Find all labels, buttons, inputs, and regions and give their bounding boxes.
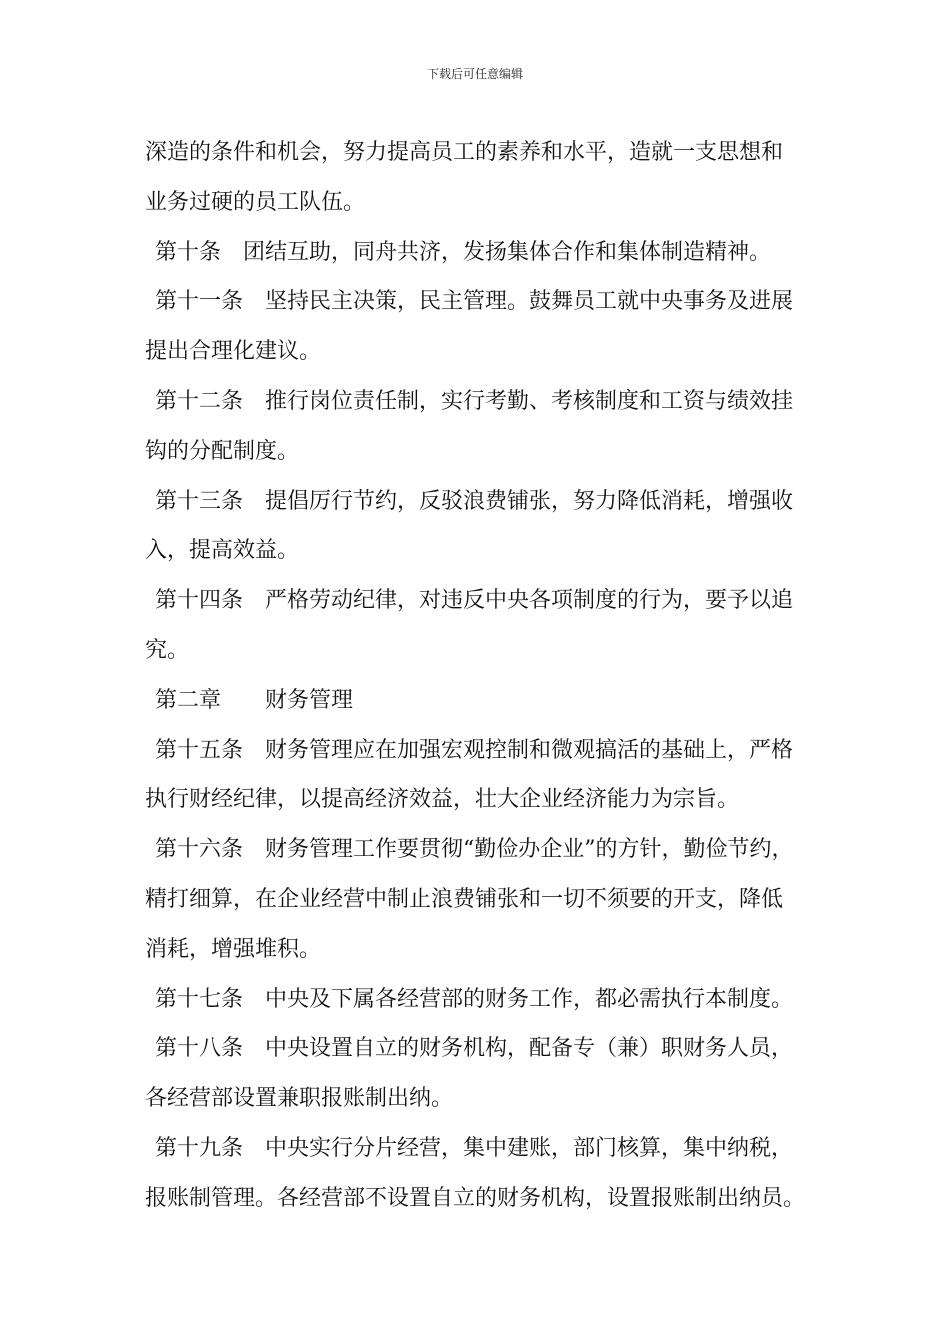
text-line: 各经营部设置兼职报账制出纳。 [145, 1086, 454, 1112]
article-18: 第十八条 中央设置自立的财务机构，配备专（兼）职财务人员， [155, 1036, 794, 1062]
text-line: 业务过硬的员工队伍。 [145, 189, 366, 215]
article-16: 第十六条 财务管理工作要贯彻“勤俭办企业”的方针，勤俭节约， [155, 837, 794, 863]
text-line: 执行财经纪律，以提高经济效益，壮大企业经济能力为宗旨。 [145, 787, 740, 813]
text-line: 报账制管理。各经营部不设置自立的财务机构，设置报账制出纳员。 [145, 1185, 806, 1211]
text-line: 钩的分配制度。 [145, 438, 300, 464]
article-13: 第十三条 提倡厉行节约，反驳浪费铺张，努力降低消耗，增强收 [155, 488, 794, 514]
text-line: 消耗，增强堆积。 [145, 936, 322, 962]
article-15: 第十五条 财务管理应在加强宏观控制和微观搞活的基础上，严格 [155, 737, 794, 763]
chapter-heading: 第二章 财务管理 [155, 687, 354, 713]
article-19: 第十九条 中央实行分片经营，集中建账，部门核算，集中纳税， [155, 1135, 794, 1161]
article-17: 第十七条 中央及下属各经营部的财务工作，都必需执行本制度。 [155, 986, 794, 1012]
text-line: 究。 [145, 637, 190, 663]
text-line: 精打细算，在企业经营中制止浪费铺张和一切不须要的开支，降低 [145, 886, 784, 912]
article-11: 第十一条 坚持民主决策，民主管理。鼓舞员工就中央事务及进展 [155, 289, 794, 315]
text-line: 入，提高效益。 [145, 538, 300, 564]
article-10: 第十条 团结互助，同舟共济，发扬集体合作和集体制造精神。 [155, 239, 772, 265]
document-body [145, 128, 825, 1224]
article-14: 第十四条 严格劳动纪律，对违反中央各项制度的行为，要予以追 [155, 588, 794, 614]
article-12: 第十二条 推行岗位责任制，实行考勤、考核制度和工资与绩效挂 [155, 388, 794, 414]
text-line: 深造的条件和机会，努力提高员工的素养和水平，造就一支思想和 [145, 140, 784, 165]
text-line: 提出合理化建议。 [145, 339, 322, 365]
page-header: 下载后可任意编辑 [426, 67, 523, 81]
